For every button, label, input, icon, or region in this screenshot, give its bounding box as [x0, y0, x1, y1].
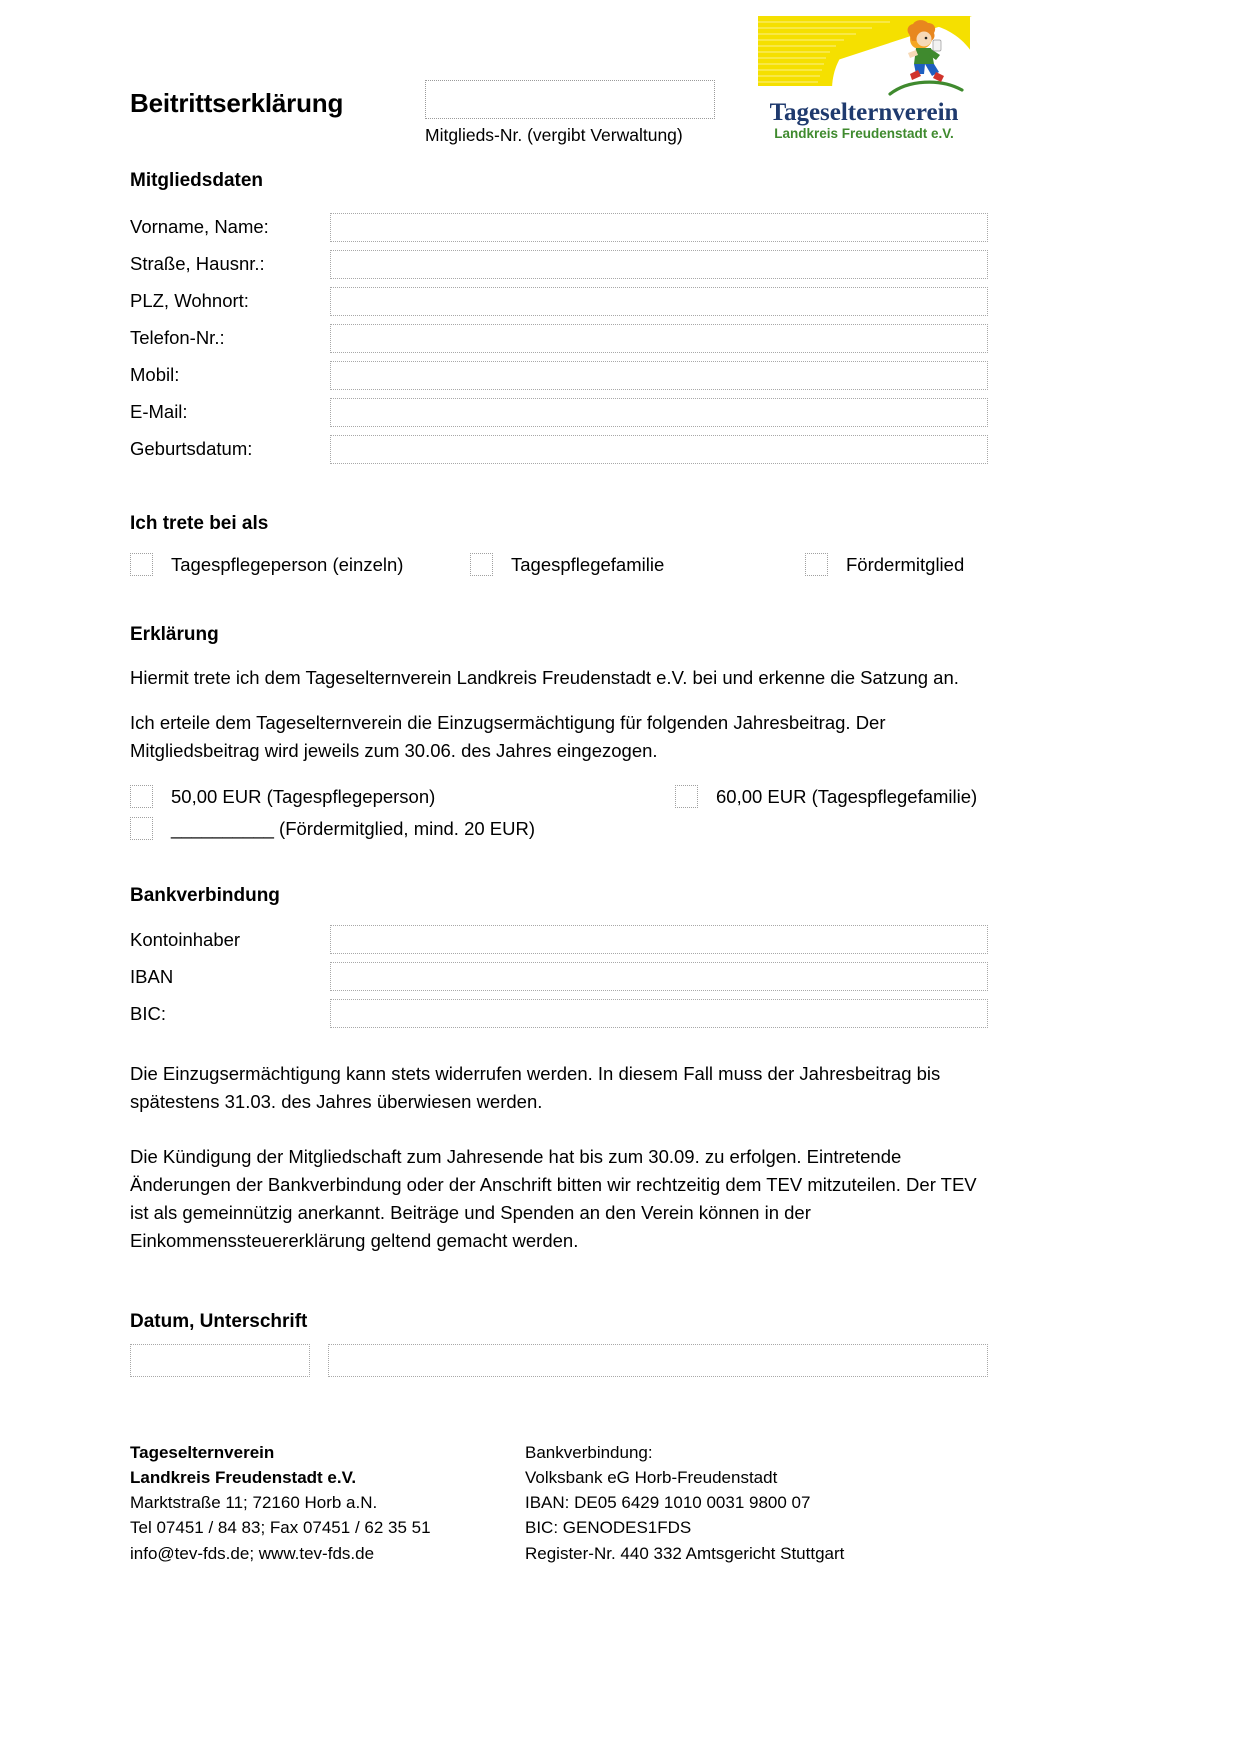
- page-title: Beitrittserklärung: [130, 88, 344, 118]
- bank-details-section: [130, 885, 988, 1032]
- option-label: Fördermitglied: [846, 553, 965, 575]
- logo-graphic: [740, 8, 988, 148]
- field-label: Straße, Hausnr.:: [130, 253, 265, 275]
- member-data-section: [130, 170, 988, 468]
- document-footer: [130, 1440, 988, 1566]
- fee-option-50-eur[interactable]: [130, 785, 675, 808]
- sun-icon: [758, 16, 980, 94]
- telefon-input[interactable]: [330, 324, 988, 353]
- option-label: Tagespflegefamilie: [511, 553, 665, 575]
- declaration-paragraph-2: Ich erteile dem Tageselternverein die Einzugsermächtigung für folgenden Jahresbeitrag. Der Mitgliedsbeitrag wird jeweils zum 30.06. des Jahres eingezogen.: [130, 712, 886, 762]
- membership-type-heading: Ich trete bei als: [130, 513, 269, 534]
- footer-right-column: [525, 1440, 844, 1566]
- date-input[interactable]: [130, 1344, 310, 1377]
- footer-org-line1: Tageselternverein: [130, 1442, 275, 1462]
- kontoinhaber-input[interactable]: [330, 925, 988, 954]
- checkbox-icon[interactable]: [675, 785, 698, 808]
- field-row-geburtsdatum: [130, 431, 988, 468]
- field-label: PLZ, Wohnort:: [130, 290, 249, 312]
- field-label: Mobil:: [130, 364, 180, 386]
- field-row-bic: [130, 995, 988, 1032]
- legal-paragraph-1: Die Einzugsermächtigung kann stets widerrufen werden. In diesem Fall muss der Jahresbeitrag bis spätestens 31.03. des Jahres überwiesen werden.: [130, 1063, 941, 1113]
- logo-name-line1: Tageselternverein: [769, 99, 959, 126]
- checkbox-icon[interactable]: [130, 785, 153, 808]
- logo-name-line2: Landkreis Freudenstadt e.V.: [774, 126, 954, 141]
- signature-input[interactable]: [328, 1344, 988, 1377]
- bic-input[interactable]: [330, 999, 988, 1028]
- field-label: Geburtsdatum:: [130, 438, 253, 460]
- footer-org-line2: Landkreis Freudenstadt e.V.: [130, 1468, 357, 1488]
- membership-type-section: [130, 513, 988, 576]
- field-row-mobil: [130, 357, 988, 394]
- page-content: [130, 0, 988, 1566]
- member-number-group: [425, 80, 715, 147]
- mobil-input[interactable]: [330, 361, 988, 390]
- footer-phone-fax: Tel 07451 / 84 83; Fax 07451 / 62 35 51: [130, 1518, 431, 1538]
- field-row-email: [130, 394, 988, 431]
- option-label: 60,00 EUR (Tagespflegefamilie): [716, 785, 978, 807]
- member-data-fields: [130, 209, 988, 468]
- checkbox-icon[interactable]: [130, 817, 153, 840]
- field-row-iban: [130, 958, 988, 995]
- field-row-plz-wohnort: [130, 283, 988, 320]
- footer-bank-label: Bankverbindung:: [525, 1442, 653, 1462]
- field-row-kontoinhaber: [130, 921, 988, 958]
- footer-bank-iban: IBAN: DE05 6429 1010 0031 9800 07: [525, 1493, 811, 1513]
- document-header: [130, 0, 988, 150]
- membership-type-options: [130, 553, 988, 576]
- signature-fields: [130, 1344, 988, 1377]
- vorname-name-input[interactable]: [330, 213, 988, 242]
- field-label: E-Mail:: [130, 401, 188, 423]
- member-data-heading: Mitgliedsdaten: [130, 170, 264, 191]
- membership-option-tagespflegeperson[interactable]: [130, 553, 470, 576]
- iban-input[interactable]: [330, 962, 988, 991]
- footer-bank-name: Volksbank eG Horb-Freudenstadt: [525, 1468, 778, 1488]
- fee-options-row-1: [130, 785, 988, 808]
- organization-logo: [740, 8, 988, 148]
- declaration-section: [130, 624, 988, 840]
- signature-heading: Datum, Unterschrift: [130, 1310, 308, 1332]
- legal-section: [130, 1060, 988, 1255]
- footer-address: Marktstraße 11; 72160 Horb a.N.: [130, 1493, 378, 1513]
- field-row-telefon: [130, 320, 988, 357]
- plz-wohnort-input[interactable]: [330, 287, 988, 316]
- footer-register-number: Register-Nr. 440 332 Amtsgericht Stuttgart: [525, 1543, 845, 1563]
- field-label: Kontoinhaber: [130, 928, 241, 950]
- declaration-heading: Erklärung: [130, 624, 219, 645]
- signature-section: [130, 1311, 988, 1377]
- field-label: IBAN: [130, 965, 174, 987]
- field-label: Vorname, Name:: [130, 216, 269, 238]
- footer-bank-bic: BIC: GENODES1FDS: [525, 1518, 692, 1538]
- declaration-paragraph-1: Hiermit trete ich dem Tageselternverein Landkreis Freudenstadt e.V. bei und erkenne die Satzung an.: [130, 667, 959, 688]
- legal-paragraph-2: Die Kündigung der Mitgliedschaft zum Jahresende hat bis zum 30.09. zu erfolgen. Eintretende Änderungen der Bankverbindung oder der Anschrift bitten wir rechtzeitig dem TEV mitzuteilen. Der TEV ist als gemeinnützig anerkannt. Beiträge und Spenden an den Verein können in der Einkommenssteuererklärung geltend gemacht werden.: [130, 1145, 977, 1251]
- bank-details-fields: [130, 921, 988, 1032]
- membership-option-foerdermitglied[interactable]: [805, 553, 964, 576]
- membership-option-tagespflegefamilie[interactable]: [470, 553, 805, 576]
- checkbox-icon[interactable]: [805, 553, 828, 576]
- member-number-input[interactable]: [425, 80, 715, 119]
- field-row-vorname-name: [130, 209, 988, 246]
- footer-email-web: info@tev-fds.de; www.tev-fds.de: [130, 1543, 375, 1563]
- member-number-caption: Mitglieds-Nr. (vergibt Verwaltung): [425, 125, 683, 145]
- fee-option-60-eur[interactable]: [675, 785, 977, 808]
- checkbox-icon[interactable]: [470, 553, 493, 576]
- geburtsdatum-input[interactable]: [330, 435, 988, 464]
- bank-details-heading: Bankverbindung: [130, 885, 280, 907]
- email-input[interactable]: [330, 398, 988, 427]
- field-label: BIC:: [130, 1002, 166, 1024]
- option-label: Tagespflegeperson (einzeln): [171, 553, 404, 575]
- fee-option-foerdermitglied[interactable]: [130, 817, 988, 840]
- field-row-strasse-hausnr: [130, 246, 988, 283]
- field-label: Telefon-Nr.:: [130, 327, 225, 349]
- checkbox-icon[interactable]: [130, 553, 153, 576]
- footer-left-column: [130, 1440, 525, 1566]
- option-label: 50,00 EUR (Tagespflegeperson): [171, 785, 436, 807]
- option-label: __________ (Fördermitglied, mind. 20 EUR): [171, 817, 536, 839]
- strasse-hausnr-input[interactable]: [330, 250, 988, 279]
